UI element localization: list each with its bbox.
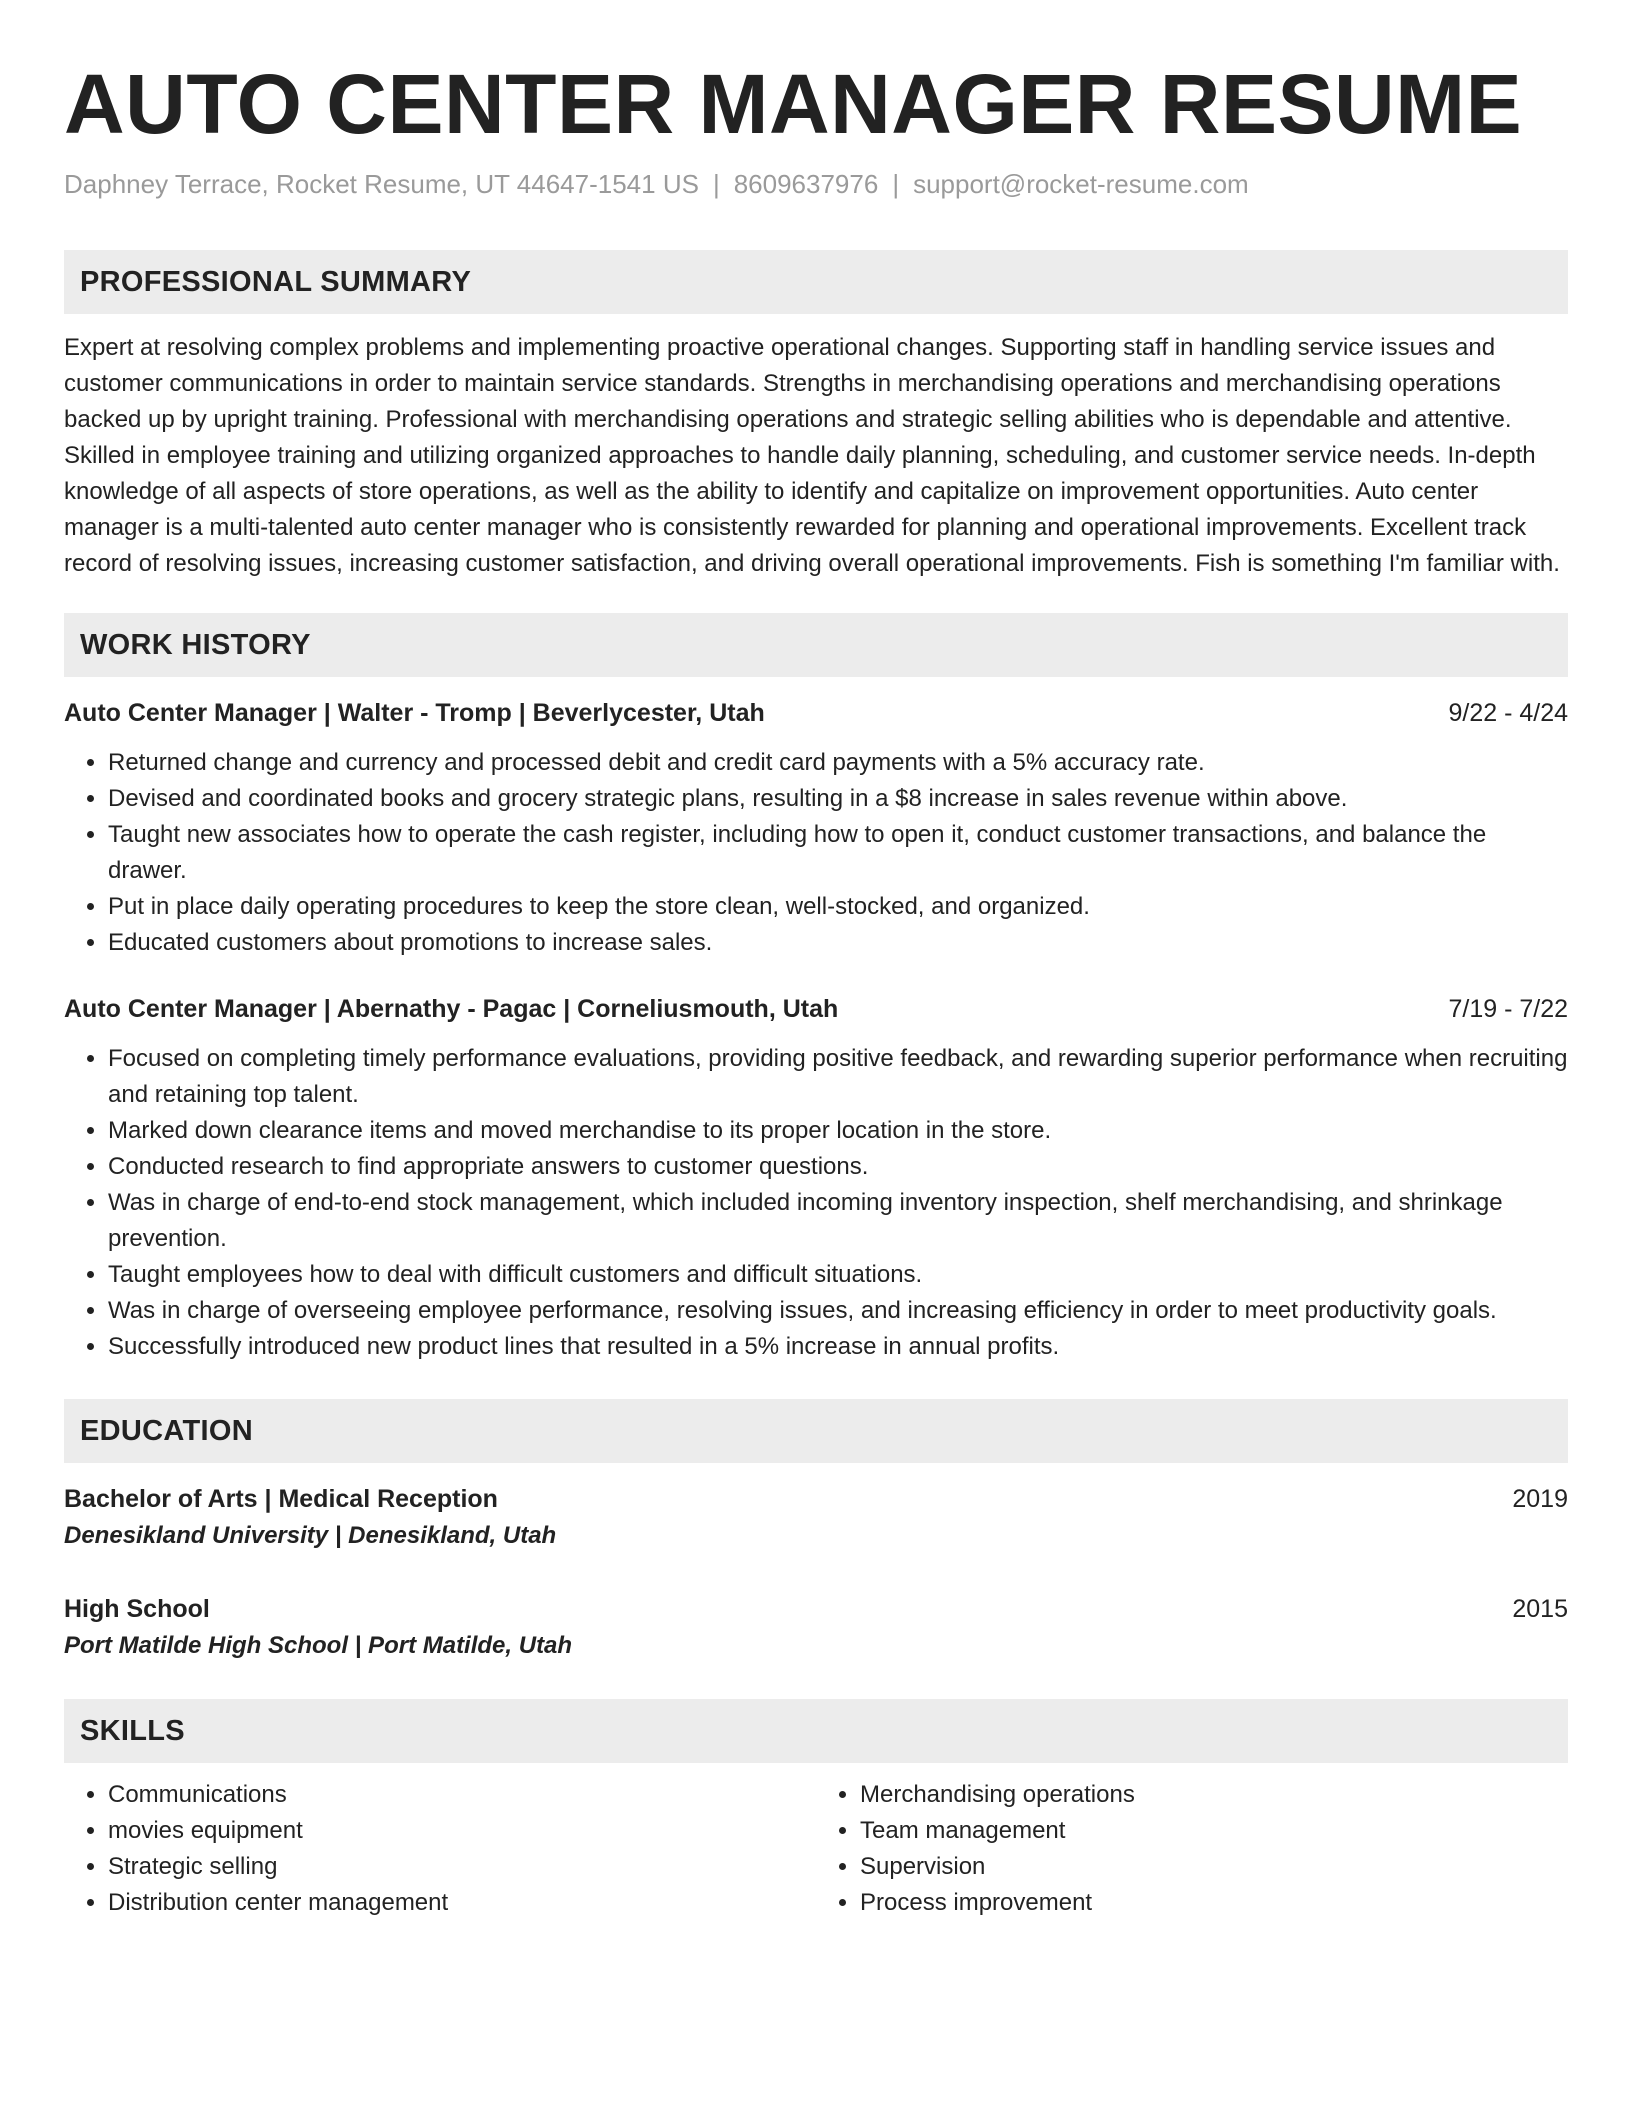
section-header-summary: PROFESSIONAL SUMMARY bbox=[64, 250, 1568, 314]
job-entry bbox=[64, 993, 1568, 1365]
skills-column-left bbox=[64, 1777, 816, 1921]
skill-item: • movies equipment bbox=[108, 1813, 816, 1849]
job-dates: 7/19 - 7/22 bbox=[1448, 995, 1568, 1023]
education-degree: High School bbox=[64, 1595, 210, 1623]
job-dates: 9/22 - 4/24 bbox=[1448, 699, 1568, 727]
section-header-skills: SKILLS bbox=[64, 1699, 1568, 1763]
job-bullet: • Successfully introduced new product lines that resulted in a 5% increase in annual profits. bbox=[108, 1329, 1568, 1365]
job-bullets bbox=[64, 745, 1568, 961]
job-bullet: • Returned change and currency and processed debit and credit card payments with a 5% accuracy rate. bbox=[108, 745, 1568, 781]
education-row bbox=[64, 1591, 1568, 1627]
section-header-education: EDUCATION bbox=[64, 1399, 1568, 1463]
education-school: Denesikland University | Denesikland, Utah bbox=[64, 1522, 557, 1549]
job-bullet: • Educated customers about promotions to increase sales. bbox=[108, 925, 1568, 961]
job-bullet: • Marked down clearance items and moved merchandise to its proper location in the store. bbox=[108, 1113, 1568, 1149]
job-bullets bbox=[64, 1041, 1568, 1365]
education-row bbox=[64, 1481, 1568, 1517]
education-year: 2015 bbox=[1512, 1595, 1568, 1623]
skills-list bbox=[64, 1777, 816, 1921]
skill-item: • Supervision bbox=[860, 1849, 1568, 1885]
skill-item: • Team management bbox=[860, 1813, 1568, 1849]
skills-list bbox=[816, 1777, 1568, 1921]
resume-title: AUTO CENTER MANAGER RESUME bbox=[64, 57, 1523, 151]
job-bullet: • Was in charge of end-to-end stock management, which included incoming inventory inspection, shelf merchandising, and shrinkage prevention. bbox=[108, 1185, 1568, 1257]
education-degree: Bachelor of Arts | Medical Reception bbox=[64, 1485, 498, 1513]
skills-grid bbox=[64, 1777, 1568, 1921]
job-bullet: • Was in charge of overseeing employee performance, resolving issues, and increasing efficiency in order to meet productivity goals. bbox=[108, 1293, 1568, 1329]
contact-line bbox=[64, 168, 1568, 200]
education-school: Port Matilde High School | Port Matilde, Utah bbox=[64, 1632, 573, 1659]
skill-item: • Merchandising operations bbox=[860, 1777, 1568, 1813]
job-bullet: • Devised and coordinated books and grocery strategic plans, resulting in a $8 increase in sales revenue within above. bbox=[108, 781, 1568, 817]
job-bullet: • Focused on completing timely performance evaluations, providing positive feedback, and rewarding superior performance when recruiting and retaining top talent. bbox=[108, 1041, 1568, 1113]
job-title: Auto Center Manager | Walter - Tromp | Beverlycester, Utah bbox=[64, 699, 765, 727]
job-title-row bbox=[64, 697, 1568, 729]
skill-item: • Communications bbox=[108, 1777, 816, 1813]
contact-separator: | bbox=[712, 169, 720, 199]
education-entry bbox=[64, 1591, 1568, 1665]
skills-column-right bbox=[816, 1777, 1568, 1921]
job-bullet: • Taught employees how to deal with difficult customers and difficult situations. bbox=[108, 1257, 1568, 1293]
summary-text: Expert at resolving complex problems and implementing proactive operational changes. Supporting staff in handling service issues and customer communications in order to maintain service standards. Strengths in merchandising operations and merchandising operations backed up by upright training. Professional with merchandising operations and strategic selling abilities who is dependable and attentive. Skilled in employee training and utilizing organized approaches to handle daily planning, scheduling, and customer service needs. In-depth knowledge of all aspects of store operations, as well as the ability to identify and capitalize on improvement opportunities. Auto center manager is a multi-talented auto center manager who is consistently rewarded for planning and operational improvements. Excellent track record of resolving issues, increasing customer satisfaction, and driving overall operational improvements. Fish is something I'm familiar with. bbox=[64, 334, 1560, 577]
education-year: 2019 bbox=[1512, 1485, 1568, 1513]
job-bullet: • Put in place daily operating procedures to keep the store clean, well-stocked, and organized. bbox=[108, 889, 1568, 925]
job-bullet: • Taught new associates how to operate the cash register, including how to open it, conduct customer transactions, and balance the drawer. bbox=[108, 817, 1568, 889]
job-title-row bbox=[64, 993, 1568, 1025]
job-entry bbox=[64, 697, 1568, 961]
contact-separator: | bbox=[892, 169, 900, 199]
skill-item: • Distribution center management bbox=[108, 1885, 816, 1921]
contact-address: Daphney Terrace, Rocket Resume, UT 44647-1541 US bbox=[64, 169, 699, 199]
skill-item: • Strategic selling bbox=[108, 1849, 816, 1885]
skill-item: • Process improvement bbox=[860, 1885, 1568, 1921]
section-header-work-history: WORK HISTORY bbox=[64, 613, 1568, 677]
contact-phone: 8609637976 bbox=[733, 169, 879, 199]
job-title: Auto Center Manager | Abernathy - Pagac | Corneliusmouth, Utah bbox=[64, 995, 839, 1023]
contact-email: support@rocket-resume.com bbox=[913, 169, 1249, 199]
education-entry bbox=[64, 1481, 1568, 1555]
job-bullet: • Conducted research to find appropriate answers to customer questions. bbox=[108, 1149, 1568, 1185]
